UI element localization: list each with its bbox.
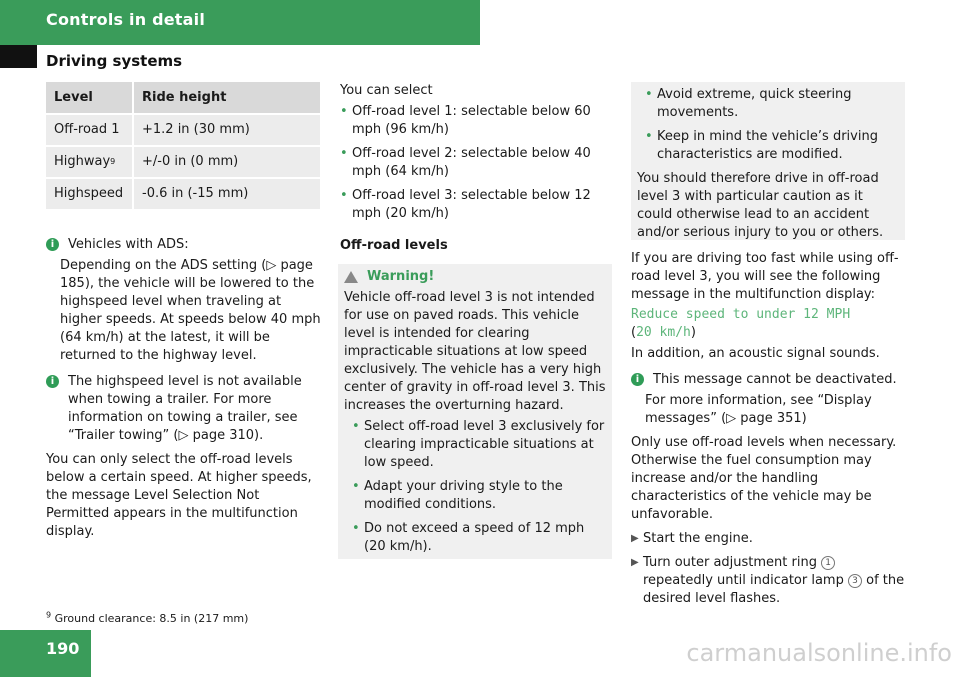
info-body: Depending on the ADS setting (▷ page 185), the vehicle will be lowered to the highspeed level when traveling at higher speeds. At speeds below 40 mph (64 km/h) at the latest, it will be returned to the highway level. (60, 258, 321, 363)
bullet-icon: • (645, 87, 653, 102)
list-item (344, 478, 606, 514)
column-left (46, 236, 322, 541)
info-heading: This message cannot be deactivated. (653, 372, 897, 387)
warning-text: Vehicle off-road level 3 is not intended for use on paved roads. This vehicle level is intended for clearing impracticable situations at low speed exclusively. The vehicle has a very high center of gravity in off-road level 3. This increases the overturning hazard. (344, 290, 606, 413)
bullet-icon: • (352, 479, 360, 494)
info-icon: i (46, 375, 59, 388)
list-item (344, 418, 606, 472)
footnote-number: 9 (46, 610, 52, 620)
table-cell: Off-road 1 (46, 115, 134, 145)
table-cell: +1.2 in (30 mm) (142, 122, 250, 137)
table-row (46, 115, 320, 147)
step-text: Start the engine. (643, 531, 753, 546)
info-heading: Vehicles with ADS: (68, 237, 189, 252)
table-header-row (46, 82, 320, 115)
page-number: 190 (46, 639, 80, 658)
info-note (46, 373, 322, 445)
paragraph: You can only select the off-road levels below a certain speed. At higher speeds, the message Level Selection Not Permitted appears in the multifunction display. (46, 452, 312, 539)
footnote-text: Ground clearance: 8.5 in (217 mm) (54, 612, 249, 625)
list-item-text: Do not exceed a speed of 12 mph (20 km/h). (364, 521, 585, 554)
list-item (340, 103, 612, 139)
section-heading: Off-road levels (340, 238, 448, 253)
table-header-cell: Ride height (142, 89, 227, 105)
table-row (46, 179, 320, 211)
display-message-text: Reduce speed to under 12 MPH (631, 307, 851, 322)
warning-icon (344, 271, 358, 283)
header-tab (0, 45, 37, 68)
table-cell: Highway 9 (46, 147, 134, 177)
display-message-text: 20 km/h (636, 325, 691, 340)
table-cell: -0.6 in (-15 mm) (142, 186, 249, 201)
step-arrow-icon: ▶ (631, 533, 639, 544)
list-item-text: Off-road level 3: selectable below 12 mph (20 km/h) (352, 188, 591, 221)
list-item (340, 187, 612, 223)
info-text: The highspeed level is not available when towing a trailer. For more information on towing a trailer, see “Trailer towing” (▷ page 310). (68, 374, 302, 443)
continued-warning-box (631, 82, 905, 240)
list-item (637, 128, 899, 164)
table-cell: Highspeed (46, 179, 134, 209)
bullet-icon: • (352, 419, 360, 434)
bullet-icon: • (340, 188, 348, 203)
footnote (46, 610, 248, 628)
paragraph: If you are driving too fast while using off-road level 3, you will see the following message in the multifunction display: (631, 251, 899, 302)
column-right (631, 250, 907, 608)
step-item (631, 554, 907, 608)
info-note (46, 236, 322, 254)
number-circle-icon: 3 (848, 574, 862, 588)
table-header-cell: Level (46, 82, 134, 113)
step-text (643, 554, 907, 608)
list-item-text: Off-road level 1: selectable below 60 mph (96 km/h) (352, 104, 591, 137)
list-item (340, 145, 612, 181)
list-item-text: Adapt your driving style to the modified conditions. (364, 479, 563, 512)
page-subtitle: Driving systems (46, 52, 183, 70)
warning-title-text: Warning! (367, 269, 435, 284)
warning-title (344, 268, 606, 286)
step-text-part: repeatedly until indicator lamp (643, 573, 844, 588)
paragraph: In addition, an acoustic signal sounds. (631, 346, 880, 361)
list-item (344, 520, 606, 556)
info-icon: i (631, 373, 644, 386)
list-item (637, 86, 899, 122)
step-text-part: of the desired level flashes. (643, 573, 905, 606)
step-text-part: Turn outer adjustment ring (643, 555, 817, 570)
bullet-icon: • (352, 521, 360, 536)
step-item (631, 530, 907, 548)
list-item-text: Avoid extreme, quick steering movements. (657, 87, 852, 120)
info-note (631, 371, 907, 389)
info-body: For more information, see “Display messages” (▷ page 351) (645, 393, 872, 426)
bullet-icon: • (340, 104, 348, 119)
table-cell: +/-0 in (0 mm) (142, 154, 239, 169)
paragraph: You can select (340, 83, 433, 98)
table-row (46, 147, 320, 179)
info-icon: i (46, 238, 59, 251)
cell-text: Highway (54, 154, 111, 169)
display-message: Reduce speed to under 12 MPH (20 km/h) (631, 307, 851, 340)
list-item-text: Keep in mind the vehicle’s driving characteristics are modified. (657, 129, 878, 162)
warning-box (338, 264, 612, 559)
bullet-icon: • (340, 146, 348, 161)
number-circle-icon: 1 (821, 556, 835, 570)
list-item-text: Off-road level 2: selectable below 40 mph (64 km/h) (352, 146, 591, 179)
section-title: Controls in detail (46, 10, 205, 29)
warning-text: You should therefore drive in off-road level 3 with particular caution as it could otherwise lead to an accident and/or serious injury to you or others. (637, 171, 884, 240)
paragraph: Only use off-road levels when necessary. Otherwise the fuel consumption may increase and/or the handling characteristics of the vehicle may be unfavorable. (631, 435, 897, 522)
watermark: carmanualsonline.info (686, 639, 952, 667)
list-item-text: Select off-road level 3 exclusively for clearing impracticable situations at low speed. (364, 419, 605, 470)
ride-height-table (46, 82, 320, 211)
bullet-icon: • (645, 129, 653, 144)
step-arrow-icon: ▶ (631, 557, 639, 568)
column-middle (340, 82, 612, 255)
